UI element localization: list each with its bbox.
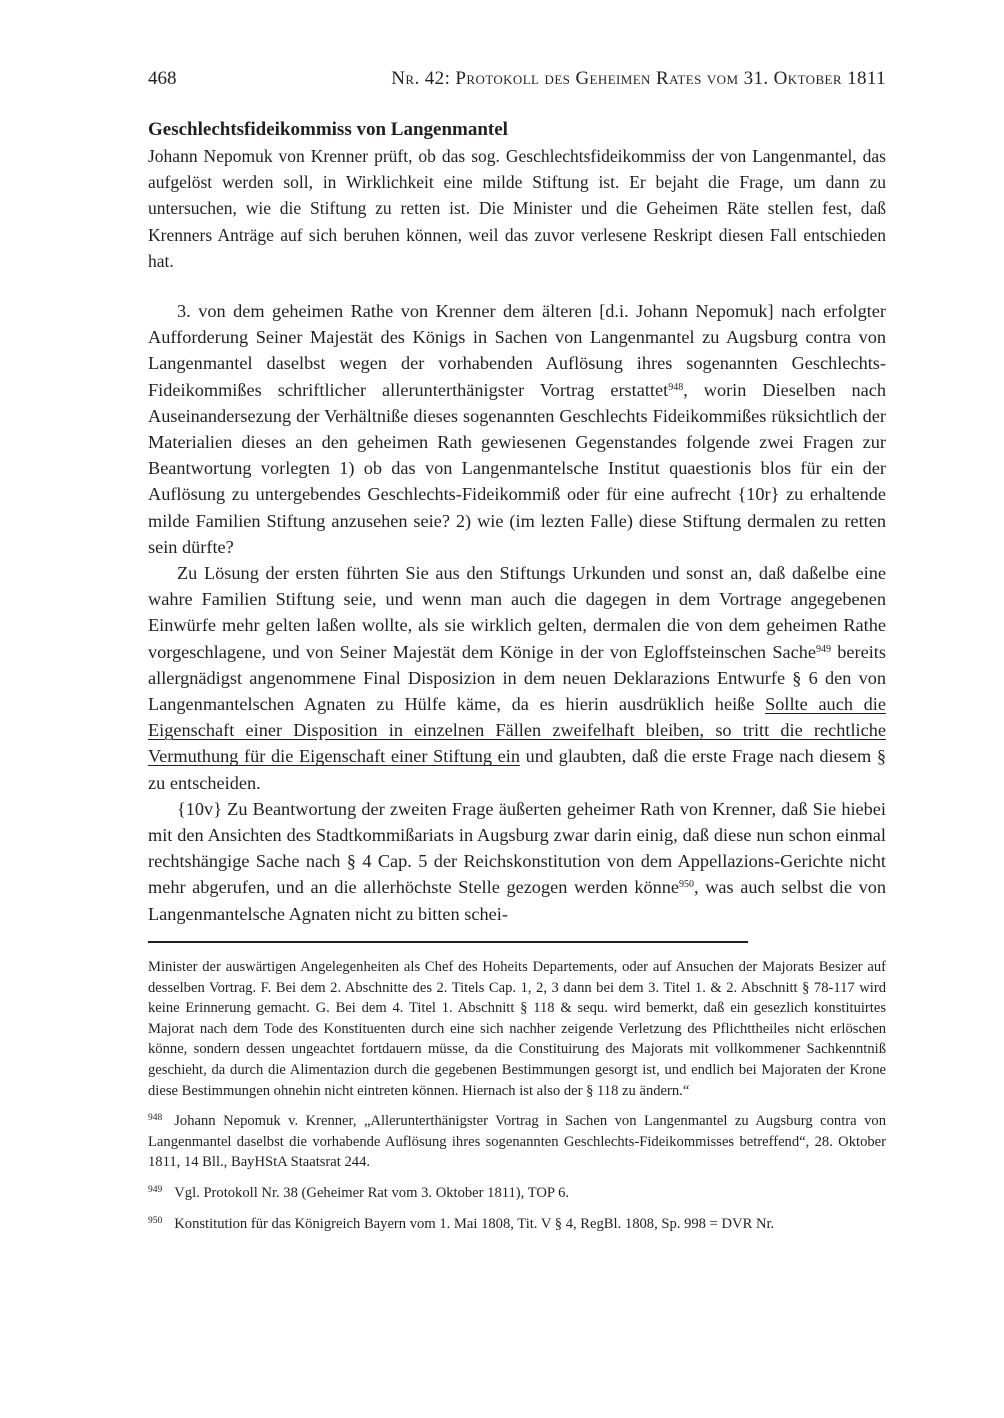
footnote-948 [148,1111,886,1173]
running-title: Nr. 42: Protokoll des Geheimen Rates vom 31. Oktober 1811 [391,68,886,89]
footnote-ref-948[interactable]: 948 [668,381,684,393]
summary-paragraph: Johann Nepomuk von Krenner prüft, ob das sog. Geschlechtsfideikommiss der von Langenmantel, das aufgelöst werden soll, in Wirklichkeit eine milde Stiftung ist. Er bejaht die Frage, um dann zu untersuchen, wie die Stiftung zu retten ist. Die Minister und die Geheimen Räte stellen fest, daß Krenners Anträge auf sich beruhen können, weil das zuvor verlesene Reskript diesen Fall entschieden hat. [148,146,886,271]
footnotes [148,957,886,1244]
protocol-paragraph-2 [148,560,886,796]
text-run: , worin Dieselben nach Auseinandersezung der Verhältniße dieses sogenannten Geschlechts Fideikommißes rüksichtlich der Materialien dieses an den geheimen Rath gewiesenen Gegenstandes folgende zwei Fragen zur Beantwortung vorlegten 1) ob das von Langenmantelsche Institut quaestionis blos für ein der Auflösung zu untergebendes Geschlechts-Fideikommiß oder für eine aufrecht {10r} zu erhaltende milde Familien Stiftung anzusehen seie? 2) wie (im lezten Falle) diese Stiftung dermalen zu retten sein dürfte? [148,379,886,557]
underlined-quotation: Sollte auch die Eigenschaft einer Disposition in einzelnen Fällen zweifelhaft bleiben, so tritt die rechtliche Vermuthung für die Eigenschaft einer Stiftung ein [148,694,886,767]
footnote-ref-950[interactable]: 950 [679,879,695,891]
protocol-paragraph-1 [148,298,886,560]
section-heading: Geschlechtsfideikommiss von Langenmantel [148,119,508,140]
footnote-number: 949 [148,1184,163,1195]
footnote-number: 948 [148,1113,163,1124]
text-run: {10v} Zu Beantwortung der zweiten Frage äußerten geheimer Rath von Krenner, daß Sie hiebei mit den Ansichten des Stadtkommißariats in Augsburg zwar darin einig, daß diese nun schon einmal rechtshängige Sache nach § 4 Cap. 5 der Reichskonstitution von dem Appellazions-Gerichte nicht mehr abgerufen, und an die allerhöchste Stelle gezogen werden könne [148,798,886,898]
footnote-divider [148,941,748,943]
footnote-number: 950 [148,1215,163,1226]
footnote-continuation: Minister der auswärtigen Angelegenheiten als Chef des Hoheits Departements, oder auf Ansuchen der Majorats Besizer auf desselben Vortrag. F. Bei dem 2. Abschnitte des 2. Titels Cap. 1, 2, 3 dann bei dem 3. Titel 1. & 2. Abschnitt § 78-117 wird keine Erinnerung gemacht. G. Bei dem 4. Titel 1. Abschnitt § 118 & sequ. wird bemerkt, daß ein gesezlich konstituirtes Majorat nach dem Tode des Konstituenten durch eine sich nachher zeigende Verletzung des Pflichttheiles nicht erlöschen könne, sondern dessen ungeachtet fortdauern müsse, da die Constituirung des Majorats mit vollkommener Sachkenntniß geschieht, da durch die Alimentazion durch die gegebenen Bestimmungen gesorgt ist, und endlich bei Majoraten der Krone diese Bestimmungen ohnehin nicht eintreten können. Hiernach ist also der § 118 zu ändern.“ [148,959,886,1099]
editorial-summary [148,117,886,274]
text-run: 3. von dem geheimen Rathe von Krenner dem älteren [d.i. Johann Nepomuk] nach erfolgter Aufforderung Seiner Majestät des Königs in Sachen von Langenmantel zu Augsburg contra von Langenmantel daselbst wegen der vorhabenden Auflösung ihres sogenannten Geschlechts-Fideikommißes schriftlicher allerunterthänigster Vortrag erstattet [148,301,886,400]
footnote-text: Vgl. Protokoll Nr. 38 (Geheimer Rat vom 3. Oktober 1811), TOP 6. [174,1184,570,1201]
protocol-paragraph-3 [148,796,886,927]
footnote-949 [148,1183,886,1204]
text-run: und glaubten, daß die erste Frage nach diesem § zu entscheiden. [148,746,886,793]
text-run: , was auch selbst die von Langenmantelsche Agnaten nicht zu bitten schei- [148,877,887,924]
page-number: 468 [148,68,177,89]
protocol-text [148,298,886,927]
footnote-text: Konstitution für das Königreich Bayern vom 1. Mai 1808, Tit. V § 4, RegBl. 1808, Sp. 998 = DVR Nr. [174,1215,775,1232]
footnote-950 [148,1214,886,1235]
text-run: bereits allergnädigst angenommene Final Disposizion in dem neuen Deklarazions Entwurfe § 6 den von Langenmantelschen Agnaten zu Hülfe käme, da es hierin ausdrüklich heiße [148,641,886,715]
text-run: Zu Lösung der ersten führten Sie aus den Stiftungs Urkunden und sonst an, daß daßelbe eine wahre Familien Stiftung seie, und wenn man auch die dagegen in dem Vortrage angegebenen Einwürfe mehr gelten laßen wollte, als sie wirklich gelten, dermalen die von dem geheimen Rathe vorgeschlagene, und von Seiner Majestät dem Könige in der von Egloffsteinschen Sache [148,563,886,662]
running-head [148,66,886,92]
footnote-text: Johann Nepomuk v. Krenner, „Allerunterthänigster Vortrag in Sachen von Langenmantel zu Augsburg contra von Langenmantel daselbst die vorhabende Auflösung ihres sogenannten Geschlechts-Fideikommisses betreffend“, 28. Oktober 1811, 14 Bll., BayHStA Staatsrat 244. [148,1113,886,1171]
footnote-ref-949[interactable]: 949 [815,643,831,655]
